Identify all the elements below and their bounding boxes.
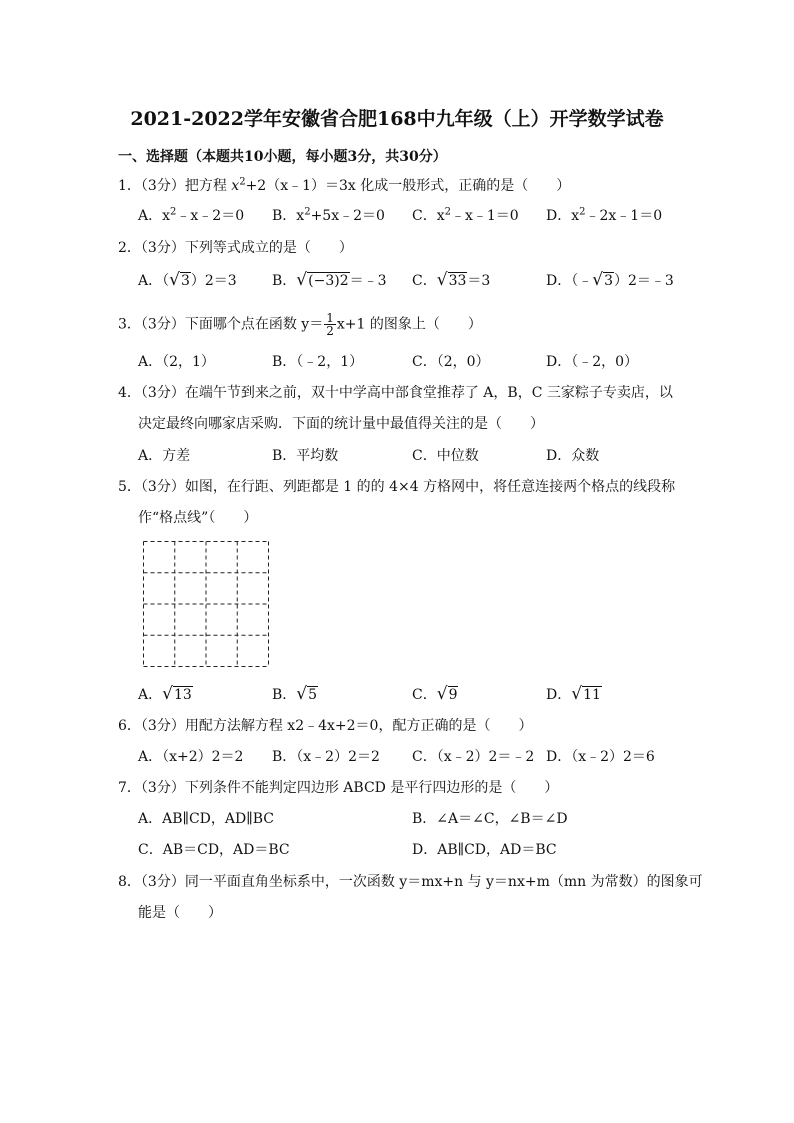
sqrt-symbol: √3	[592, 270, 613, 290]
q3-option-b: B．（﹣2，1）	[272, 354, 364, 370]
q3-option-d: D．（﹣2，0）	[546, 354, 639, 370]
q7-option-b: B．∠A＝∠C，∠B＝∠D	[412, 811, 568, 827]
question-8: 8．（3分）同一平面直角坐标系中，一次函数 y＝mx+n 与 y＝nx+m（mn 为常数）的图象可	[118, 874, 703, 890]
q6-option-d: D．（x﹣2）2＝6	[546, 749, 655, 765]
sqrt-symbol: √3	[169, 270, 190, 290]
question-6: 6．（3分）用配方法解方程 x2﹣4x+2＝0，配方正确的是（ ）	[118, 718, 533, 734]
sqrt-symbol: √(−3)2	[296, 270, 349, 290]
fraction: $\frac{1}{2}$	[326, 311, 334, 338]
q2-option-a: A．（√3）2＝3	[138, 270, 237, 290]
page-title: 2021-2022学年安徽省合肥168中九年级（上）开学数学试卷	[130, 108, 664, 130]
q1-option-c: C．$x^2﹣x﹣1=0$	[412, 206, 519, 224]
section-heading: 一、选择题（本题共10小题，每小题3分，共30分）	[118, 149, 447, 165]
q5-option-d: D．√11	[546, 684, 601, 704]
q7-option-a: A．AB∥CD，AD∥BC	[138, 811, 274, 827]
q6-option-c: C．（x﹣2）2＝﹣2	[412, 749, 535, 765]
q2-option-b: B．√(−3)2＝﹣3	[272, 270, 387, 290]
q6-option-a: A．（x+2）2＝2	[138, 749, 244, 765]
sqrt-symbol: √5	[296, 684, 318, 704]
q2-option-c: C．√33＝3	[412, 270, 491, 290]
q3-option-a: A．（2，1）	[138, 354, 215, 370]
question-8-line2: 能是（ ）	[138, 905, 222, 921]
question-4-line2: 决定最终向哪家店采购．下面的统计量中最值得关注的是（ ）	[138, 416, 544, 432]
q4-option-a: A．方差	[138, 448, 191, 464]
q7-option-c: C．AB＝CD，AD＝BC	[138, 842, 290, 858]
question-5-line2: 作“格点线”（ ）	[138, 510, 258, 526]
sqrt-symbol: √9	[436, 684, 458, 704]
q1-option-d: D．$x^2﹣2x﹣1=0$	[546, 206, 663, 224]
q4-option-d: D．众数	[546, 448, 600, 464]
q5-option-b: B．√5	[272, 684, 318, 704]
q7-option-d: D．AB∥CD，AD＝BC	[412, 842, 557, 858]
grid-figure	[143, 541, 269, 667]
question-1: 1．（3分）把方程 $x^2+2(x﹣1)=3x$ 化成一般形式，正确的是（ ）	[118, 176, 571, 194]
question-2: 2．（3分）下列等式成立的是（ ）	[118, 240, 353, 256]
sqrt-symbol: √13	[162, 684, 192, 704]
question-5: 5．（3分）如图，在行距、列距都是 1 的的 4×4 方格网中，将任意连接两个格点的线段称	[118, 479, 676, 495]
q4-option-b: B．平均数	[272, 448, 339, 464]
q4-option-c: C．中位数	[412, 448, 479, 464]
question-7: 7．（3分）下列条件不能判定四边形 ABCD 是平行四边形的是（ ）	[118, 780, 559, 796]
q2-option-d: D．（﹣√3）2＝﹣3	[546, 270, 674, 290]
question-4: 4．（3分）在端午节到来之前，双十中学高中部食堂推荐了 A，B，C 三家粽子专卖店，以	[118, 385, 673, 401]
q5-option-a: A．√13	[138, 684, 192, 704]
q1-option-a: A．$x^2﹣x﹣2=0$	[138, 206, 245, 224]
sqrt-symbol: √33	[436, 270, 467, 290]
q6-option-b: B．（x﹣2）2＝2	[272, 749, 380, 765]
q1-option-b: B．$x^2+5x﹣2=0$	[272, 206, 385, 224]
sqrt-symbol: √11	[571, 684, 601, 704]
q3-option-c: C．（2，0）	[412, 354, 490, 370]
question-3: 3．（3分）下面哪个点在函数 y＝ $\frac{1}{2}$ x+1 的图象上（ ）	[118, 311, 482, 338]
q5-option-c: C．√9	[412, 684, 458, 704]
